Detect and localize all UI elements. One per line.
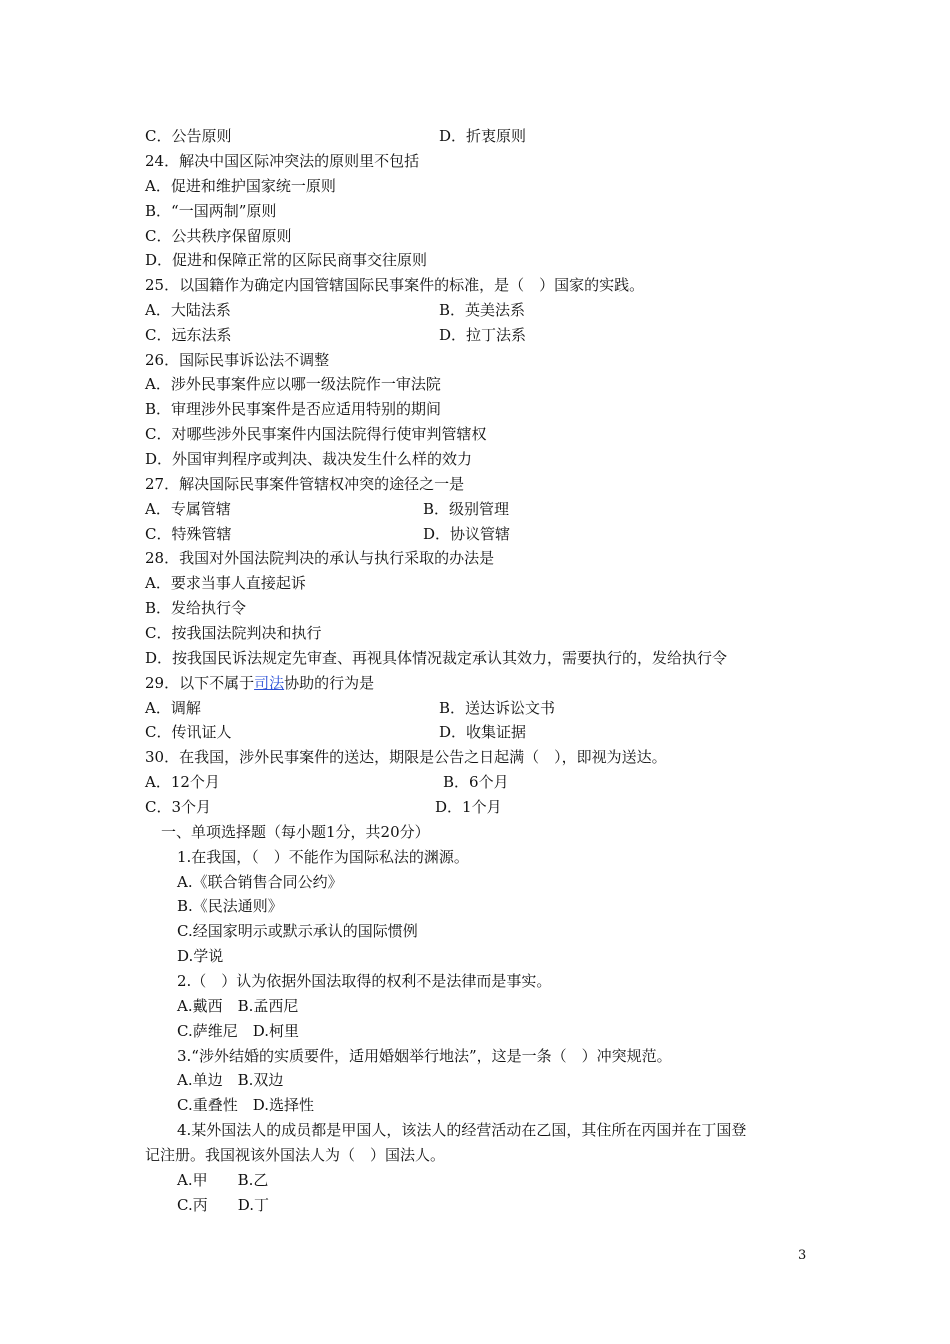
option-line: D.学说 [177, 947, 224, 965]
option-line: A．12个月 B．6个月 [145, 773, 509, 791]
question-line: 29．以下不属于司法协助的行为是 [145, 674, 375, 692]
option-line: C．按我国法院判决和执行 [145, 624, 322, 642]
option-line: A.《联合销售合同公约》 [177, 873, 343, 891]
option-line: B.《民法通则》 [177, 897, 283, 915]
page-number: 3 [798, 1248, 807, 1263]
question-line: 2.（ ）认为依据外国法取得的权利不是法律而是事实。 [177, 972, 552, 990]
option-line: A.戴西 B.孟西尼 [177, 997, 299, 1015]
option-line: C．对哪些涉外民事案件内国法院得行使审判管辖权 [145, 425, 487, 443]
section-heading: 一、单项选择题（每小题1分，共20分） [161, 823, 430, 841]
sifa-link[interactable]: 司法 [254, 674, 285, 692]
option-line: B．“一国两制”原则 [145, 202, 277, 220]
question-line: 4.某外国法人的成员都是甲国人，该法人的经营活动在乙国，其住所在丙国并在丁国登 [177, 1121, 747, 1139]
option-line: B．审理涉外民事案件是否应适用特别的期间 [145, 400, 442, 418]
question-line: 25．以国籍作为确定内国管辖国际民事案件的标准，是（ ）国家的实践。 [145, 276, 645, 294]
question-line: 28．我国对外国法院判决的承认与执行采取的办法是 [145, 549, 495, 567]
option-line: B．发给执行令 [145, 599, 247, 617]
option-line: D．按我国民诉法规定先审查、再视具体情况裁定承认其效力，需要执行的，发给执行令 [145, 649, 728, 667]
option-line: C.丙 D.丁 [177, 1196, 269, 1214]
option-line: C．远东法系 D．拉丁法系 [145, 326, 527, 344]
option-line: C．公共秩序保留原则 [145, 227, 292, 245]
option-line: A．调解 B．送达诉讼文书 [145, 699, 556, 717]
option-line: D．促进和保障正常的区际民商事交往原则 [145, 251, 428, 269]
question-line: 1.在我国，（ ）不能作为国际私法的渊源。 [177, 848, 469, 866]
option-line: A．要求当事人直接起诉 [145, 574, 306, 592]
question-line: 27．解决国际民事案件管辖权冲突的途径之一是 [145, 475, 465, 493]
question-line-continued: 记注册。我国视该外国法人为（ ）国法人。 [145, 1146, 446, 1164]
option-line: C.重叠性 D.选择性 [177, 1096, 314, 1114]
option-line: A．大陆法系 B．英美法系 [145, 301, 526, 319]
question-line: 24．解决中国区际冲突法的原则里不包括 [145, 152, 420, 170]
option-line: A．涉外民事案件应以哪一级法院作一审法院 [145, 375, 441, 393]
option-line: A.甲 B.乙 [177, 1171, 269, 1189]
option-line: A．专属管辖 B．级别管理 [145, 500, 510, 518]
question-line: 30．在我国，涉外民事案件的送达，期限是公告之日起满（ ），即视为送达。 [145, 748, 667, 766]
option-line: C．传讯证人 D．收集证据 [145, 723, 527, 741]
option-line: C．特殊管辖 D．协议管辖 [145, 525, 511, 543]
option-line: C．公告原则 D．折衷原则 [145, 127, 527, 145]
option-line: C.经国家明示或默示承认的国际惯例 [177, 922, 418, 940]
option-line: D．外国审判程序或判决、裁决发生什么样的效力 [145, 450, 473, 468]
option-line: C.萨维尼 D.柯里 [177, 1022, 299, 1040]
option-line: C．3个月 D．1个月 [145, 798, 502, 816]
option-line: A．促进和维护国家统一原则 [145, 177, 336, 195]
question-line: 26．国际民事诉讼法不调整 [145, 351, 330, 369]
question-line: 3.“涉外结婚的实质要件，适用婚姻举行地法”，这是一条（ ）冲突规范。 [177, 1047, 672, 1065]
option-line: A.单边 B.双边 [177, 1071, 284, 1089]
